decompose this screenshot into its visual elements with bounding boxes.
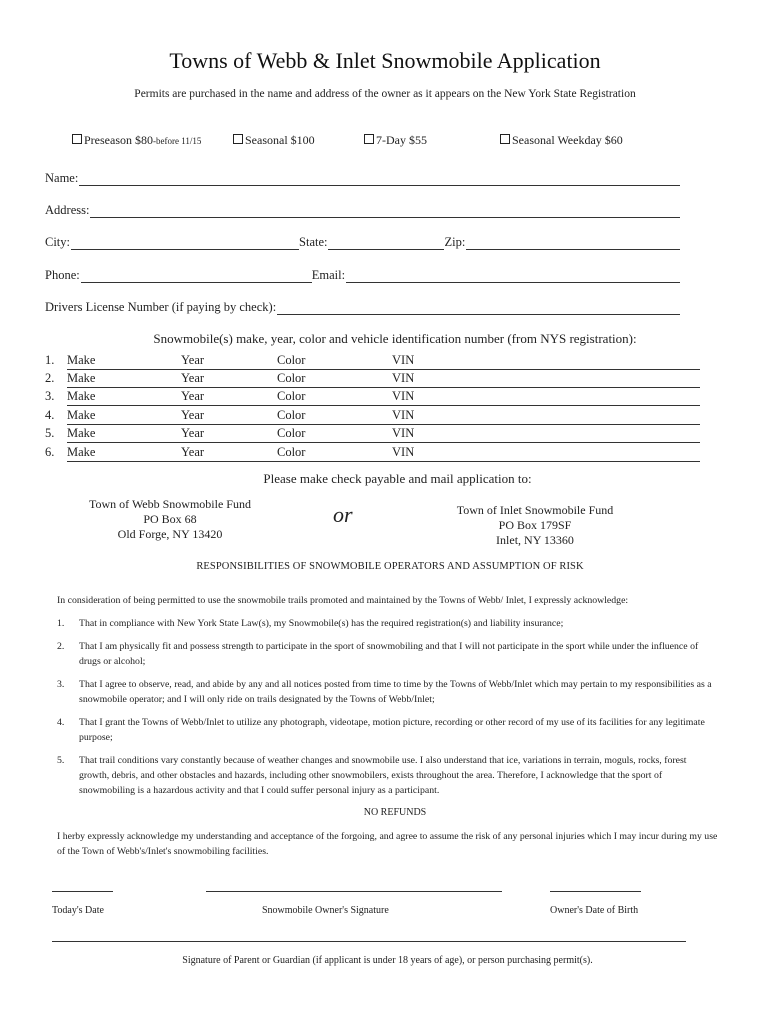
permit-options [0,133,770,151]
name-label: Name: [45,171,79,185]
address-field[interactable] [90,203,680,218]
vehicle-row [45,445,700,463]
color-label: Color [277,408,306,422]
vehicle-number: 4. [45,408,55,422]
responsibilities-intro: In consideration of being permitted to use the snowmobile trails promoted and maintained by the Towns of Webb/ Inlet, I expressly acknowledge: [57,595,629,606]
zip-label: Zip: [444,235,466,249]
make-label: Make [67,445,96,459]
state-field[interactable] [328,235,444,250]
vin-label: VIN [392,426,415,440]
guardian-signature-field[interactable] [52,941,686,942]
checkbox-icon[interactable] [72,134,82,144]
vehicle-entry-line[interactable] [67,445,700,462]
vin-label: VIN [392,445,415,459]
responsibility-item [57,616,719,631]
inlet-address-line2: PO Box 179SF [498,518,572,532]
year-label: Year [181,445,205,459]
guardian-signature-label: Signature of Parent or Guardian (if applicant is under 18 years of age), or person purchasing permit(s). [182,955,593,966]
responsibility-number: 1. [57,618,65,629]
name-field[interactable] [79,171,680,186]
permit-seasonal-label: Seasonal $100 [245,133,315,147]
responsibility-item [57,639,719,669]
year-label: Year [181,353,205,367]
phone-label: Phone: [45,268,80,282]
year-label: Year [181,426,205,440]
vehicle-entry-line[interactable] [67,371,700,388]
vehicle-row [45,371,700,389]
responsibility-item [57,677,719,707]
responsibility-number: 5. [57,755,65,766]
permit-7-day[interactable] [364,133,427,148]
permit-seasonal-weekday[interactable] [500,133,623,148]
license-row [45,295,680,315]
permit-7-day-label: 7-Day $55 [376,133,427,147]
make-label: Make [67,353,96,367]
make-label: Make [67,426,96,440]
vehicle-entry-line[interactable] [67,389,700,406]
phone-row [45,263,680,283]
vehicle-row [45,408,700,426]
color-label: Color [277,389,306,403]
permit-preseason[interactable] [72,133,201,148]
vin-label: VIN [392,371,415,385]
responsibility-number: 4. [57,717,65,728]
license-label: Drivers License Number (if paying by check): [45,300,277,314]
owner-signature-label: Snowmobile Owner's Signature [262,905,389,916]
zip-field[interactable] [466,235,680,250]
todays-date-label: Today's Date [52,905,104,916]
permit-seasonal[interactable] [233,133,315,148]
year-label: Year [181,371,205,385]
name-row [45,166,680,186]
permit-seasonal-weekday-label: Seasonal Weekday $60 [512,133,623,147]
no-refunds-heading: NO REFUNDS [363,807,427,818]
responsibility-text: That I grant the Towns of Webb/Inlet to utilize any photograph, videotape, motion picture, recording or other record of my use of its facilities for any legitimate purpose; [79,717,705,743]
permit-preseason-note: -before 11/15 [153,136,202,146]
checkbox-icon[interactable] [233,134,243,144]
year-label: Year [181,408,205,422]
address-label: Address: [45,203,90,217]
responsibility-item [57,753,719,798]
make-label: Make [67,408,96,422]
responsibility-number: 3. [57,679,65,690]
responsibility-text: That I am physically fit and possess strength to participate in the sport of snowmobiling and that I will not participate in the sport while under the influence of drugs or alcohol; [79,641,699,667]
or-text: or [333,502,353,527]
vehicle-number: 2. [45,371,55,385]
email-label: Email: [311,268,346,282]
make-label: Make [67,389,96,403]
permit-preseason-label: Preseason $80 [84,133,153,147]
date-of-birth-label: Owner's Date of Birth [550,905,639,916]
city-label: City: [45,235,71,249]
vin-label: VIN [392,389,415,403]
vehicles-heading: Snowmobile(s) make, year, color and vehicle identification number (from NYS registration): [153,331,637,346]
webb-address-line3: Old Forge, NY 13420 [117,527,223,541]
vehicle-number: 1. [45,353,55,367]
page-subtitle: Permits are purchased in the name and address of the owner as it appears on the New York State Registration [134,88,636,100]
date-of-birth-field[interactable] [550,891,641,892]
checkbox-icon[interactable] [500,134,510,144]
responsibility-item [57,715,719,745]
make-label: Make [67,371,96,385]
responsibility-number: 2. [57,641,65,652]
owner-signature-field[interactable] [206,891,502,892]
inlet-address-line1: Town of Inlet Snowmobile Fund [456,503,614,517]
color-label: Color [277,353,306,367]
vehicle-number: 3. [45,389,55,403]
vehicle-entry-line[interactable] [67,426,700,443]
city-row [45,230,680,250]
webb-address-line2: PO Box 68 [143,512,197,526]
inlet-address-line3: Inlet, NY 13360 [496,533,574,547]
vehicle-number: 6. [45,445,55,459]
responsibilities-heading: RESPONSIBILITIES OF SNOWMOBILE OPERATORS AND ASSUMPTION OF RISK [196,561,584,572]
responsibility-text: That in compliance with New York State Law(s), my Snowmobile(s) has the required registration(s) and liability insurance; [79,618,564,629]
vin-label: VIN [392,408,415,422]
webb-address [70,497,270,542]
city-field[interactable] [71,235,299,250]
responsibility-text: That trail conditions vary constantly because of weather changes and snowmobile use. I also understand that ice, variations in terrain, moguls, rocks, forest growth, debris, and other obstacles and hazards, including other snowmobilers, exists throughout the area. Therefore, I acknowledge that the sport of snowmobiling is a hazardous activity and that I could suffer personal injury as a participant. [79,755,687,796]
year-label: Year [181,389,205,403]
mailing-heading: Please make check payable and mail application to: [263,471,532,486]
webb-address-line1: Town of Webb Snowmobile Fund [89,497,251,511]
email-field[interactable] [346,268,680,283]
state-label: State: [299,235,328,249]
color-label: Color [277,445,306,459]
vehicle-row [45,426,700,444]
vehicle-row [45,353,700,371]
vehicle-row [45,389,700,407]
todays-date-field[interactable] [52,891,113,892]
vin-label: VIN [392,353,415,367]
vehicle-entry-line[interactable] [67,353,700,370]
license-field[interactable] [277,300,680,315]
acknowledgement-text: I herby expressly acknowledge my understanding and acceptance of the forgoing, and agree to assume the risk of any personal injuries which I may incur during my use of the Town of Webb's/Inlet's snowmobiling facilities. [57,831,718,857]
phone-field[interactable] [81,268,312,283]
responsibility-text: That I agree to observe, read, and abide by any and all notices posted from time to time by the Towns of Webb/Inlet which may pertain to my responsibilities as a snowmobile operator; and I will only ride on trails designated by the Towns of Webb/Inlet; [79,679,712,705]
vehicle-number: 5. [45,426,55,440]
page-title: Towns of Webb & Inlet Snowmobile Application [169,48,601,73]
vehicle-entry-line[interactable] [67,408,700,425]
checkbox-icon[interactable] [364,134,374,144]
color-label: Color [277,371,306,385]
address-row [45,198,680,218]
color-label: Color [277,426,306,440]
inlet-address [435,503,635,548]
